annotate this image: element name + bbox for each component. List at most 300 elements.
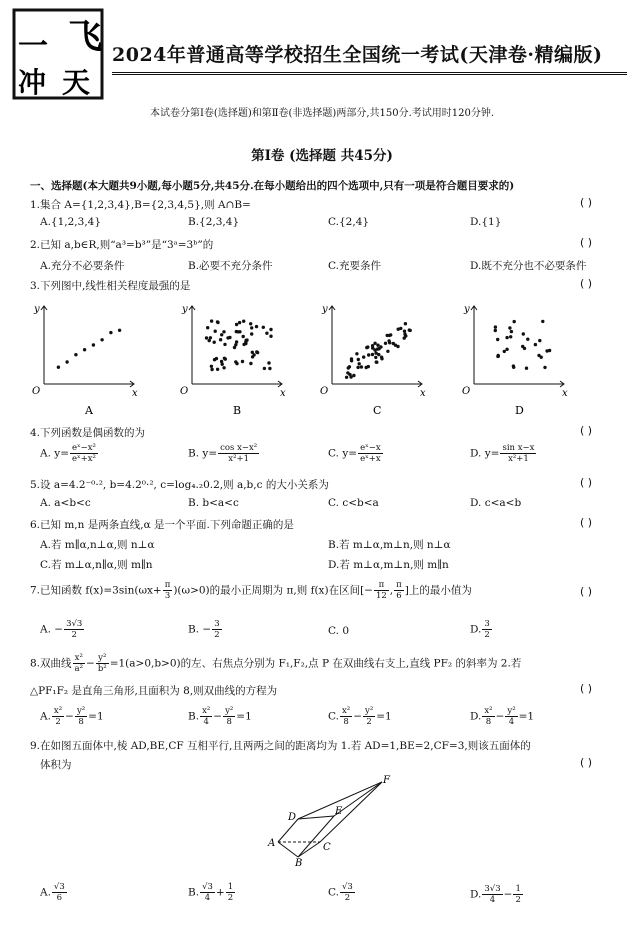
q7-a-num: 3√3 <box>66 619 83 629</box>
q8-c-f2n: y² <box>365 706 374 716</box>
data-point <box>222 330 225 333</box>
q5-option-a: A. a<b<c <box>40 497 91 509</box>
data-point <box>352 374 355 377</box>
q8-a-prefix: A. <box>40 710 51 723</box>
q3-stem: 3.下列图中,线性相关程度最强的是 <box>30 280 191 292</box>
data-point <box>371 346 374 349</box>
q9-b-f2d: 2 <box>227 893 234 903</box>
q8-b-f1 <box>200 706 212 727</box>
q9-pentahedron-figure <box>260 772 400 868</box>
data-point <box>255 350 258 353</box>
data-point <box>250 326 253 329</box>
q9-c-num: √3 <box>342 882 353 892</box>
q7-a-fraction <box>64 619 84 640</box>
q8-stem-b: =1(a>0,b>0)的左、右焦点分别为 F₁,F₂,点 P 在双曲线右支上,直线 PF₂ 的斜率为 2.若 <box>109 657 522 670</box>
q5-stem: 5.设 a=4.2⁻⁰·², b=4.2⁰·², c=log₄.₂0.2,则 a,b,c 的大小关系为 <box>30 479 329 491</box>
q4-stem: 4.下列函数是偶函数的为 <box>30 427 146 439</box>
data-point <box>235 340 238 343</box>
q8-d-f2 <box>505 706 517 727</box>
data-point <box>348 373 351 376</box>
q8-stem-f1d: a² <box>74 664 84 674</box>
q8-b-f1n: x² <box>202 706 211 716</box>
data-point <box>223 357 226 360</box>
q7-phase-den: 3 <box>164 591 171 601</box>
q2-option-c: C.充要条件 <box>328 260 381 272</box>
exam-intro: 本试卷分第Ⅰ卷(选择题)和第Ⅱ卷(非选择题)两部分,共150分.考试用时120分钟. <box>149 108 495 119</box>
part-heading: 一、选择题(本大题共9小题,每小题5分,共45分.在每小题给出的四个选项中,只有一项是符合题目要求的) <box>30 180 515 192</box>
q9-option-c <box>328 882 356 903</box>
data-point <box>508 326 511 329</box>
edge-ab <box>278 842 298 857</box>
q2-stem: 2.已知 a,b∈R,则“a³=b³”是“3ᵃ=3ᵇ”的 <box>30 239 214 251</box>
q2-answer-paren: ( ) <box>580 236 593 249</box>
q9-b-f1d: 4 <box>204 893 211 903</box>
q8-c-f2d: 2 <box>366 717 372 727</box>
scatter-plot-a <box>32 304 138 417</box>
data-point <box>345 376 348 379</box>
q4-option-b <box>188 443 260 464</box>
data-point <box>226 336 229 339</box>
q7-stem-c: ]上的最小值为 <box>404 584 472 597</box>
q7-int-b-num: π <box>396 580 402 590</box>
data-point <box>210 319 213 322</box>
data-point <box>494 325 497 328</box>
q9-option-d <box>470 884 524 905</box>
q9-b-f2 <box>226 882 235 903</box>
data-point <box>497 354 500 357</box>
q4-c-num: eˣ−x <box>360 443 381 453</box>
q9-option-a <box>40 882 68 903</box>
data-point <box>238 321 241 324</box>
scatter-plot-b <box>180 304 286 417</box>
q4-a-fraction <box>70 443 98 464</box>
scatter-plot-d <box>462 304 568 417</box>
data-point <box>496 338 499 341</box>
data-point <box>267 361 270 364</box>
q4-a-den: eˣ+x² <box>72 454 96 464</box>
q4-option-a <box>40 443 99 464</box>
data-point <box>389 333 392 336</box>
origin-label: O <box>320 386 329 397</box>
data-point <box>92 343 95 346</box>
q4-option-d <box>470 443 537 464</box>
q9-b-f1 <box>200 882 215 903</box>
q7-option-d <box>470 619 493 640</box>
data-point <box>541 320 544 323</box>
q9-a-prefix: A. <box>40 886 51 899</box>
q4-c-den: eˣ+x <box>360 454 381 464</box>
data-point <box>268 367 271 370</box>
q8-stem-line1 <box>30 653 521 674</box>
q7-interval-right <box>394 580 404 601</box>
q4-d-den: x²+1 <box>508 454 529 464</box>
data-point <box>510 330 513 333</box>
q8-a-f2d: 8 <box>78 717 84 727</box>
q8-c-eq: =1 <box>376 710 392 723</box>
q6-option-a: A.若 m∥α,n⊥α,则 n⊥α <box>40 539 155 551</box>
q8-a-f1 <box>52 706 64 727</box>
q9-d-prefix: D. <box>470 888 482 901</box>
data-point <box>210 368 213 371</box>
q7-b-num: 3 <box>214 619 220 629</box>
data-point <box>213 358 216 361</box>
q8-option-c <box>328 706 392 727</box>
data-point <box>210 365 213 368</box>
q8-a-f1n: x² <box>53 706 63 716</box>
q8-c-minus: − <box>353 710 363 723</box>
logo-char-4: 天 <box>62 66 91 99</box>
q8-option-a <box>40 706 104 727</box>
q8-b-prefix: B. <box>188 710 200 723</box>
q8-stem-frac1 <box>73 653 85 674</box>
origin-label: O <box>32 386 41 397</box>
data-point <box>403 330 406 333</box>
q7-d-num: 3 <box>484 619 490 629</box>
q8-stem-minus: − <box>86 657 95 670</box>
data-point <box>362 355 365 358</box>
q4-a-prefix: A. y= <box>40 447 69 460</box>
q5-option-d: D. c<a<b <box>470 497 522 509</box>
q4-answer-paren: ( ) <box>580 424 593 437</box>
data-point <box>235 323 238 326</box>
data-point <box>408 328 411 331</box>
q4-d-fraction <box>500 443 536 464</box>
data-point <box>494 329 497 332</box>
q3-scatter-figures <box>30 298 630 420</box>
q7-stem-a: 7.已知函数 f(x)=3sin(ωx+ <box>30 584 162 597</box>
q8-a-f2 <box>75 706 87 727</box>
q7-int-a-den: 12 <box>375 591 387 601</box>
data-point <box>235 362 238 365</box>
data-point <box>355 352 358 355</box>
data-point <box>250 332 253 335</box>
logo-char-3: 冲 <box>18 66 47 99</box>
data-point <box>57 366 60 369</box>
y-axis-label: y <box>34 304 40 315</box>
data-point <box>220 333 223 336</box>
point-f: F <box>383 775 390 786</box>
data-point <box>367 353 370 356</box>
q9-c-prefix: C. <box>328 886 339 899</box>
q9-d-f1n: 3√3 <box>484 884 501 894</box>
data-point <box>83 348 86 351</box>
q8-d-f1 <box>482 706 494 727</box>
q8-stem-frac2 <box>96 653 109 674</box>
q1-option-a: A.{1,2,3,4} <box>40 216 102 228</box>
data-point <box>380 357 383 360</box>
q4-b-num: cos x−x² <box>220 443 258 453</box>
data-point <box>399 327 402 330</box>
q1-option-c: C.{2,4} <box>328 216 370 228</box>
q9-a-fraction <box>52 882 67 903</box>
q7-b-prefix: B. − <box>188 623 212 636</box>
origin-label: O <box>180 386 189 397</box>
title-divider <box>112 72 627 75</box>
q7-int-a-num: π <box>374 580 389 591</box>
logo-char-1: 飞 <box>68 17 102 57</box>
y-axis-label: y <box>322 304 328 315</box>
data-point <box>249 322 252 325</box>
logo-char-2: 一 <box>18 29 48 64</box>
data-point <box>526 338 529 341</box>
q7-a-prefix: A. − <box>40 623 64 636</box>
scatter-plot-c <box>320 304 426 417</box>
q9-b-prefix: B. <box>188 886 200 899</box>
q5-option-c: C. c<b<a <box>328 497 379 509</box>
q1-option-b: B.{2,3,4} <box>188 216 240 228</box>
data-point <box>543 366 546 369</box>
x-axis-label: x <box>420 388 426 399</box>
q9-d-f1 <box>482 884 502 905</box>
data-point <box>252 353 255 356</box>
data-point <box>236 330 239 333</box>
point-b: B <box>295 858 303 868</box>
q8-stem-f2n: y² <box>96 653 109 664</box>
data-point <box>269 328 272 331</box>
data-point <box>242 320 245 323</box>
q5-answer-paren: ( ) <box>580 476 593 489</box>
plot-label: D <box>515 404 524 417</box>
q9-d-f2d: 2 <box>515 895 521 905</box>
data-point <box>222 366 225 369</box>
data-point <box>255 325 258 328</box>
data-point <box>357 358 360 361</box>
q7-phase-fraction <box>163 580 173 601</box>
q9-a-num: √3 <box>53 882 65 892</box>
q9-b-f2n: 1 <box>227 882 234 892</box>
q7-option-c: C. 0 <box>328 625 350 637</box>
point-a: A <box>268 838 276 849</box>
data-point <box>241 360 244 363</box>
q8-a-eq: =1 <box>88 710 104 723</box>
q8-stem-line2: △PF₁F₂ 是直角三角形,且面积为 8,则双曲线的方程为 <box>30 685 278 697</box>
q7-d-prefix: D. <box>470 623 482 636</box>
q6-option-d: D.若 m⊥α,m⊥n,则 m∥n <box>328 559 449 571</box>
q8-d-eq: =1 <box>518 710 535 723</box>
q9-d-minus: − <box>503 888 513 901</box>
data-point <box>538 339 541 342</box>
data-point <box>377 347 380 350</box>
data-point <box>505 336 508 339</box>
q1-option-d: D.{1} <box>470 216 502 228</box>
q4-d-prefix: D. y= <box>470 447 500 460</box>
q8-a-f1d: 2 <box>55 717 61 727</box>
q9-stem-line2: 体积为 <box>40 759 72 771</box>
data-point <box>356 366 359 369</box>
q8-c-f2 <box>363 706 375 727</box>
data-point <box>522 332 525 335</box>
data-point <box>350 359 353 362</box>
q8-b-f2n: y² <box>225 706 234 716</box>
q8-b-f2d: 8 <box>226 717 232 727</box>
q9-b-f1n: √3 <box>202 882 213 892</box>
q8-b-f2 <box>223 706 235 727</box>
q6-stem: 6.已知 m,n 是两条直线,α 是一个平面.下列命题正确的是 <box>30 519 294 531</box>
y-axis-label: y <box>182 304 188 315</box>
q8-c-f1d: 8 <box>343 717 349 727</box>
data-point <box>387 339 390 342</box>
q4-b-prefix: B. y= <box>188 447 218 460</box>
q7-option-a <box>40 619 85 640</box>
data-point <box>512 364 515 367</box>
data-point <box>365 366 368 369</box>
q9-a-den: 6 <box>56 893 63 903</box>
q4-c-fraction <box>358 443 383 464</box>
data-point <box>213 341 216 344</box>
q8-answer-paren: ( ) <box>580 682 593 695</box>
q6-option-b: B.若 m⊥α,m⊥n,则 n⊥α <box>328 539 451 551</box>
data-point <box>373 342 376 345</box>
data-point <box>206 326 209 329</box>
data-point <box>386 350 389 353</box>
q8-a-minus: − <box>65 710 74 723</box>
x-axis-label: x <box>562 388 568 399</box>
logo-seal <box>12 8 104 100</box>
data-point <box>249 362 252 365</box>
data-point <box>503 350 506 353</box>
q2-option-d: D.既不充分也不必要条件 <box>470 260 587 272</box>
data-point <box>513 320 516 323</box>
section-title: 第Ⅰ卷 (选择题 共45分) <box>251 148 393 164</box>
x-axis-label: x <box>280 388 286 399</box>
q8-d-prefix: D. <box>470 710 482 723</box>
data-point <box>263 367 266 370</box>
data-point <box>505 348 508 351</box>
q7-stem <box>30 580 472 601</box>
data-point <box>265 332 268 335</box>
q9-d-f1d: 4 <box>489 895 496 905</box>
q8-stem-a: 8.双曲线 <box>30 657 72 670</box>
q7-d-fraction <box>482 619 491 640</box>
y-axis-label: y <box>464 304 470 315</box>
q9-d-f2n: 1 <box>515 884 521 894</box>
q8-b-f1d: 4 <box>203 717 209 727</box>
data-point <box>209 336 212 339</box>
point-d: D <box>288 812 297 823</box>
q8-d-minus: − <box>495 710 505 723</box>
q1-stem: 1.集合 A={1,2,3,4},B={2,3,4,5},则 A∩B= <box>30 199 251 211</box>
data-point <box>360 365 363 368</box>
q9-c-fraction <box>340 882 355 903</box>
q7-int-comma: , <box>389 584 394 597</box>
q8-d-f2n: y² <box>507 706 516 716</box>
data-point <box>109 331 112 334</box>
data-point <box>403 336 406 339</box>
q4-c-prefix: C. y= <box>328 447 358 460</box>
plot-label: A <box>85 404 93 417</box>
edge-cf <box>320 782 382 842</box>
q4-b-fraction <box>218 443 259 464</box>
q7-option-b <box>188 619 223 640</box>
q9-d-f2 <box>513 884 522 905</box>
q4-a-num: eˣ−x² <box>72 443 96 453</box>
x-axis-label: x <box>132 388 138 399</box>
q8-d-f2d: 4 <box>508 717 515 727</box>
data-point <box>374 356 377 359</box>
q1-answer-paren: ( ) <box>580 196 593 209</box>
q4-b-den: x²+1 <box>228 454 250 464</box>
q8-b-eq: =1 <box>236 710 252 723</box>
q8-stem-f2d: b² <box>97 664 107 674</box>
data-point <box>403 333 406 336</box>
data-point <box>242 335 245 338</box>
data-point <box>269 335 272 338</box>
q7-d-den: 2 <box>484 630 490 640</box>
q9-b-plus: + <box>215 886 225 899</box>
exam-title: 2024年普通高等学校招生全国统一考试(天津卷·精编版) <box>112 44 603 66</box>
data-point <box>100 338 103 341</box>
data-point <box>74 353 77 356</box>
data-point <box>219 338 222 341</box>
q7-phase-num: π <box>164 580 171 590</box>
point-c: C <box>323 842 331 853</box>
data-point <box>262 326 265 329</box>
q7-b-fraction <box>212 619 221 640</box>
data-point <box>216 320 219 323</box>
data-point <box>220 360 223 363</box>
q8-c-prefix: C. <box>328 710 339 723</box>
q8-d-f1d: 8 <box>485 717 492 727</box>
q8-stem-f1n: x² <box>73 653 85 664</box>
data-point <box>371 353 374 356</box>
data-point <box>366 345 369 348</box>
q2-option-b: B.必要不充分条件 <box>188 260 273 272</box>
data-point <box>65 360 68 363</box>
q8-option-d <box>470 706 534 727</box>
q9-c-den: 2 <box>344 893 351 903</box>
q9-answer-paren: ( ) <box>580 756 593 769</box>
q8-c-f1n: x² <box>342 706 351 716</box>
q7-stem-b: )(ω>0)的最小正周期为 π,则 f(x)在区间[− <box>173 584 373 597</box>
data-point <box>404 322 407 325</box>
q7-a-den: 2 <box>71 630 77 640</box>
q9-stem-line1: 9.在如图五面体中,棱 AD,BE,CF 互相平行,且两两之间的距离均为 1.若 AD=1,BE=2,CF=3,则该五面体的 <box>30 740 531 752</box>
q2-option-a: A.充分不必要条件 <box>40 260 125 272</box>
data-point <box>205 336 208 339</box>
q7-int-b-den: 6 <box>396 591 402 601</box>
data-point <box>376 344 379 347</box>
q8-a-f2n: y² <box>76 706 86 716</box>
q5-option-b: B. b<a<c <box>188 497 239 509</box>
data-point <box>509 335 512 338</box>
q9-option-b <box>188 882 236 903</box>
data-point <box>358 362 361 365</box>
data-point <box>394 344 397 347</box>
data-point <box>216 368 219 371</box>
origin-label: O <box>462 386 471 397</box>
data-point <box>244 342 247 345</box>
data-point <box>375 361 378 364</box>
data-point <box>521 345 524 348</box>
data-point <box>223 343 226 346</box>
plot-label: B <box>233 404 242 417</box>
q8-option-b <box>188 706 252 727</box>
data-point <box>548 349 551 352</box>
q4-d-num: sin x−x <box>502 443 535 453</box>
q8-d-f1n: x² <box>484 706 493 716</box>
q8-b-minus: − <box>213 710 223 723</box>
q7-answer-paren: ( ) <box>580 585 593 598</box>
data-point <box>347 366 350 369</box>
q8-c-f1 <box>340 706 352 727</box>
plot-label: C <box>373 404 382 417</box>
q7-interval-left <box>374 580 389 601</box>
data-point <box>118 329 121 332</box>
data-point <box>384 342 387 345</box>
data-point <box>534 343 537 346</box>
q6-option-c: C.若 m⊥α,n∥α,则 m∥n <box>40 559 153 571</box>
q7-b-den: 2 <box>214 630 220 640</box>
